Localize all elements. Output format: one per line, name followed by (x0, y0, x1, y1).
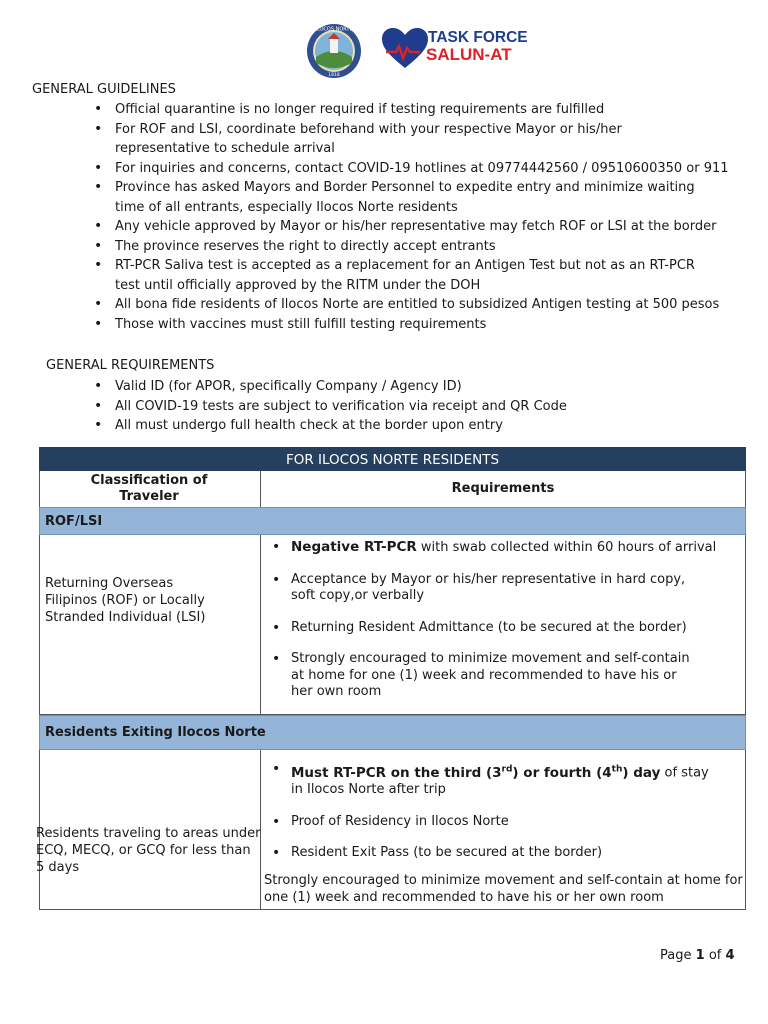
requirement-item: • Returning Resident Admittance (to be secured at the border) (261, 620, 746, 637)
table-row-classification (36, 750, 261, 910)
guidelines-list (91, 100, 731, 334)
requirement-item: • Strongly encouraged to minimize movement and self-contain at home for one (1) week and recommended to have his or her own room (261, 651, 691, 701)
requirement-item: • Proof of Residency in Ilocos Norte (261, 814, 746, 831)
classification-header: Classification of Traveler (39, 471, 261, 508)
section-band-rof-lsi (39, 507, 746, 535)
list-item: • Official quarantine is no longer required if testing requirements are fulfilled (91, 100, 731, 120)
section-label: Residents Exiting Ilocos Norte (45, 725, 266, 740)
requirement-item: • Resident Exit Pass (to be secured at the border) (261, 845, 746, 862)
list-item: • For ROF and LSI, coordinate beforehand with your respective Mayor or his/her representative to schedule arrival (91, 120, 635, 159)
heart-icon (380, 26, 430, 70)
requirements-list (91, 377, 731, 436)
section-label: ROF/LSI (45, 514, 103, 529)
requirements-header: Requirements (260, 471, 746, 508)
table-row-requirements (261, 750, 746, 910)
classification-text: Residents traveling to areas under ECQ, MECQ, or GCQ for less than 5 days (36, 826, 261, 875)
requirement-note: Strongly encouraged to minimize movement and self-contain at home for one (1) week and recommended to have his or her own room (264, 873, 743, 905)
table-title: FOR ILOCOS NORTE RESIDENTS (39, 447, 746, 471)
list-item: • Those with vaccines must still fulfill testing requirements (91, 315, 731, 335)
salun-at-text: SALUN-AT (426, 45, 512, 64)
task-force-text: TASK FORCE (428, 29, 528, 46)
list-item: • Valid ID (for APOR, specifically Company / Agency ID) (91, 377, 731, 397)
general-guidelines-heading: GENERAL GUIDELINES (32, 82, 176, 97)
task-force-salun-at-logo (380, 26, 530, 70)
seal-year: 1818 (328, 73, 340, 78)
page-number: Page 1 of 4 (660, 948, 735, 963)
list-item: • All COVID-19 tests are subject to verification via receipt and QR Code (91, 397, 731, 417)
table-row-requirements (261, 535, 746, 715)
list-item: • All must undergo full health check at the border upon entry (91, 416, 731, 436)
classification-text: Returning Overseas Filipinos (ROF) or Locally Stranded Individual (LSI) (45, 576, 206, 625)
requirement-item: • Acceptance by Mayor or his/her representative in hard copy, soft copy,or verbally (261, 572, 691, 605)
list-item: • Province has asked Mayors and Border Personnel to expedite entry and minimize waiting time of all entrants, especially Ilocos Norte residents (91, 178, 715, 217)
section-band-residents-exiting (39, 715, 746, 750)
requirement-item: • Negative RT-PCR with swab collected within 60 hours of arrival (261, 539, 746, 557)
list-item: • For inquiries and concerns, contact COVID-19 hotlines at 09774442560 / 09510600350 or 911 (91, 159, 731, 179)
ilocos-norte-seal-logo (306, 23, 362, 79)
list-item: • RT-PCR Saliva test is accepted as a replacement for an Antigen Test but not as an RT-PCR test until officially approved by the RITM under the DOH (91, 256, 715, 295)
list-item: • All bona fide residents of Ilocos Norte are entitled to subsidized Antigen testing at 500 pesos (91, 295, 731, 315)
list-item: • The province reserves the right to directly accept entrants (91, 237, 731, 257)
general-requirements-heading: GENERAL REQUIREMENTS (46, 358, 215, 373)
requirement-item: • Must RT-PCR on the third (3rd) or fourth (4th) day of stay in Ilocos Norte after trip (261, 761, 721, 799)
seal-text: ILOCOS NORTE (315, 26, 353, 33)
table-row-classification (39, 535, 261, 715)
list-item: • Any vehicle approved by Mayor or his/her representative may fetch ROF or LSI at the border (91, 217, 731, 237)
